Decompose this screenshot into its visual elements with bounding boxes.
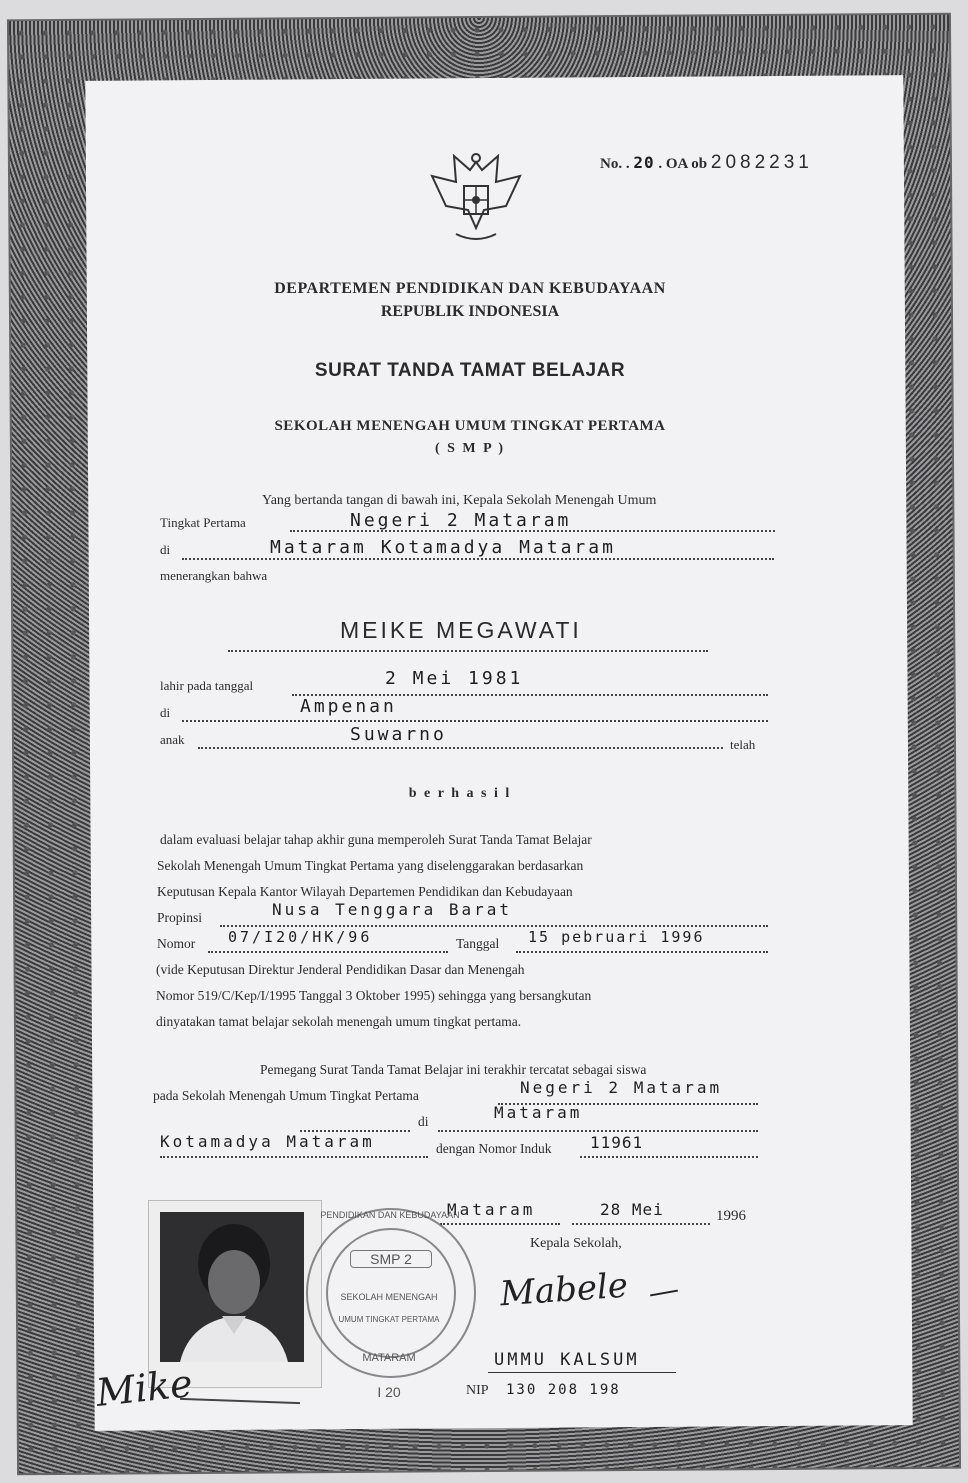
certificate-number: [600, 152, 813, 174]
decree-number-field: 07/I20/HK/96: [228, 928, 373, 946]
label-menerangkan: menerangkan bahwa: [160, 568, 268, 583]
field-line: [228, 650, 708, 652]
paragraph-line: Keputusan Kepala Kantor Wilayah Departemen Pendidikan dan Kebudayaan: [157, 884, 573, 899]
paragraph-line: pada Sekolah Menengah Umum Tingkat Pertama: [153, 1088, 419, 1103]
field-line: [580, 1156, 758, 1158]
decree-date-field: 15 pebruari 1996: [528, 928, 705, 946]
stamp-smp: SMP 2: [350, 1250, 432, 1268]
label-nomor: Nomor: [157, 936, 196, 951]
birth-date-field: 2 Mei 1981: [385, 668, 524, 689]
school-abbreviation: ( S M P ): [434, 441, 506, 456]
number-series: . OA ob: [658, 156, 708, 172]
student-name: MEIKE MEGAWATI: [340, 617, 582, 643]
label-kepala-sekolah: Kepala Sekolah,: [530, 1236, 622, 1251]
label-telah: telah: [730, 737, 756, 752]
stamp-top-text: PENDIDIKAN DAN KEBUDAYAAN: [320, 1210, 460, 1220]
ministry-line-2: REPUBLIK INDONESIA: [380, 303, 560, 320]
field-line: [182, 720, 768, 722]
berhasil-text: b e r h a s i l: [408, 786, 512, 801]
student-photo: [160, 1212, 304, 1362]
number-serial: 2082231: [710, 152, 813, 173]
paragraph-line: dinyatakan tamat belajar sekolah menengah umum tingkat pertama.: [156, 1014, 522, 1029]
stamp-line-1: SEKOLAH MENENGAH: [340, 1292, 438, 1302]
label-propinsi: Propinsi: [157, 910, 203, 925]
number-handwritten: 20: [633, 153, 655, 172]
label-nomor-induk: dengan Nomor Induk: [436, 1141, 552, 1156]
field-line: [208, 951, 448, 953]
paragraph-line: (vide Keputusan Direktur Jenderal Pendidikan Dasar dan Menengah: [156, 962, 525, 977]
label-tanggal: Tanggal: [456, 936, 500, 951]
student-id-field: 11961: [590, 1133, 644, 1152]
school-location-field: Mataram Kotamadya Mataram: [270, 537, 616, 558]
parent-name-field: Suwarno: [350, 724, 447, 745]
nip-value: 130 208 198: [506, 1382, 621, 1398]
stamp-line-2: UMUM TINGKAT PERTAMA: [338, 1315, 440, 1324]
principal-name: UMMU KALSUM: [494, 1350, 640, 1370]
label-di-birth: di: [160, 705, 171, 720]
field-line: [440, 1223, 560, 1225]
sign-year: 1996: [716, 1208, 746, 1224]
document-title: SURAT TANDA TAMAT BELAJAR: [314, 360, 626, 381]
label-tingkat: Tingkat Pertama: [160, 515, 246, 530]
label-nip: NIP: [466, 1383, 489, 1398]
province-field: Nusa Tenggara Barat: [272, 900, 513, 919]
label-di: di: [160, 542, 171, 557]
holder-signature-text: Mike: [93, 1361, 195, 1415]
field-line: [220, 925, 768, 927]
number-prefix: No. .: [600, 156, 630, 172]
label-di-last: di: [418, 1114, 429, 1129]
label-anak: anak: [160, 732, 185, 747]
field-line: [516, 951, 768, 953]
name-underline: [488, 1372, 676, 1373]
principal-signature-text: Mabele: [498, 1265, 630, 1315]
field-line: [182, 558, 774, 560]
stamp-code: I 20: [377, 1384, 401, 1400]
garuda-emblem-icon: [428, 148, 524, 248]
intro-text: Yang bertanda tangan di bawah ini, Kepala Sekolah Menengah Umum: [262, 493, 657, 508]
last-school-field: Negeri 2 Mataram: [520, 1078, 723, 1097]
paragraph-line: dalam evaluasi belajar tahap akhir guna memperoleh Surat Tanda Tamat Belajar: [160, 832, 592, 847]
birth-place-field: Ampenan: [300, 696, 397, 717]
paragraph-line: Nomor 519/C/Kep/I/1995 Tanggal 3 Oktober 1995) sehingga yang bersangkutan: [156, 988, 592, 1003]
ministry-line-1: DEPARTEMEN PENDIDIKAN DAN KEBUDAYAAN: [274, 280, 666, 297]
label-lahir: lahir pada tanggal: [160, 678, 254, 693]
sign-date-field: 28 Mei: [600, 1200, 664, 1219]
sign-place-field: Mataram: [447, 1200, 536, 1219]
last-location-field: Mataram: [494, 1103, 583, 1122]
stamp-city: MATARAM: [362, 1352, 416, 1364]
school-name-field: Negeri 2 Mataram: [350, 510, 572, 531]
school-type: SEKOLAH MENENGAH UMUM TINGKAT PERTAMA: [274, 418, 666, 434]
field-line: [160, 1156, 428, 1158]
field-line: [438, 1130, 758, 1132]
field-line: [572, 1223, 710, 1225]
paragraph-line: Pemegang Surat Tanda Tamat Belajar ini terakhir tercatat sebagai siswa: [260, 1062, 647, 1077]
paragraph-line: Sekolah Menengah Umum Tingkat Pertama yang diselenggarakan berdasarkan: [157, 858, 584, 873]
last-region-field: Kotamadya Mataram: [160, 1132, 375, 1151]
field-line: [198, 747, 723, 749]
